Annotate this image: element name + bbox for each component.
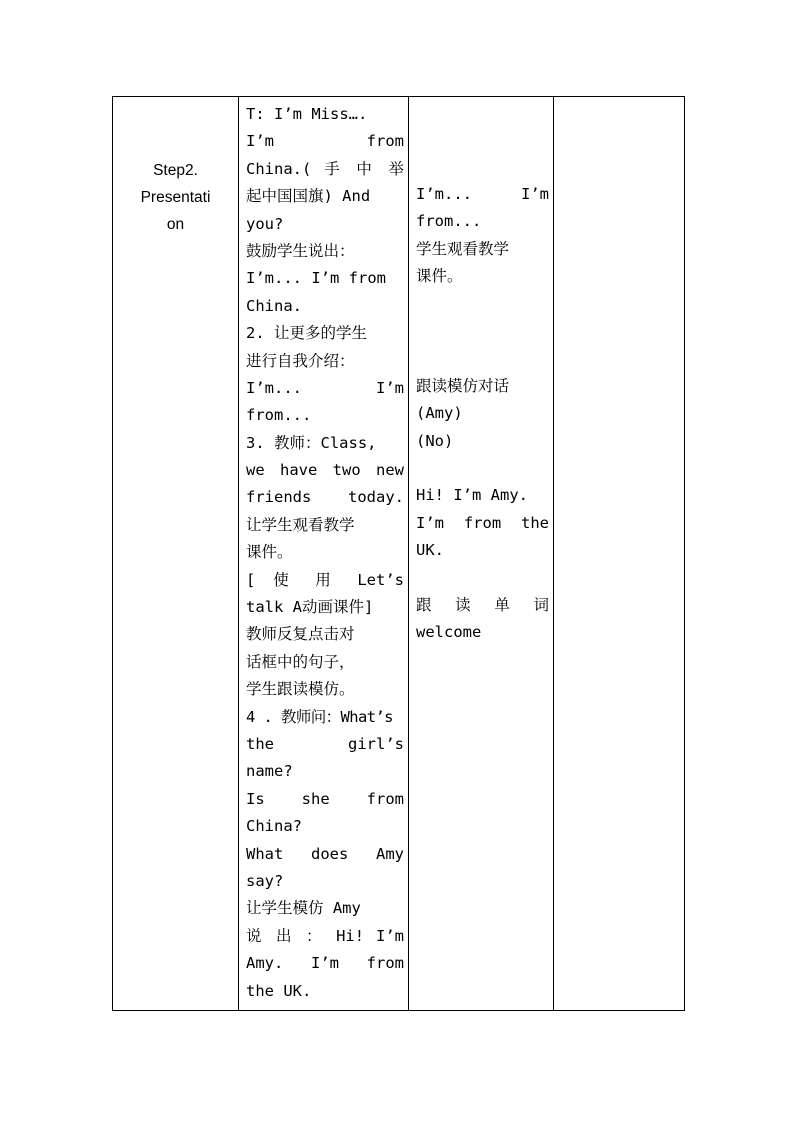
teacher-line: 让学生模仿 Amy [246,899,361,918]
teacher-line: you? [246,214,284,233]
teacher-activity-cell [239,97,408,1010]
teacher-line: 进行自我介绍： [246,351,355,370]
teacher-line: 起中国国旗) And [246,187,371,206]
teacher-line: 鼓励学生说出： [246,241,355,260]
teacher-line: 话框中的句子， [246,652,355,671]
spacer [416,318,549,345]
student-line: UK. [416,541,444,560]
student-line: I’m from the [416,513,549,532]
teacher-line: 课件。 [246,543,293,562]
student-line: from... [416,212,482,231]
step-label: Presentati [140,189,211,206]
teacher-line: China.( 手 中 举 [246,159,404,178]
teacher-line: 学生跟读模仿。 [246,680,355,699]
student-line: I’m... I’m [416,185,549,203]
lesson-table [112,96,685,1011]
student-line: Hi! I’m Amy. [416,486,528,505]
teacher-line: I’m from [246,132,404,151]
teacher-line: say? [246,871,284,890]
teacher-line: 3. 教师：Class, [246,433,377,452]
teacher-line: from... [246,406,312,425]
step-cell [113,97,238,1010]
student-line: 课件。 [416,267,463,286]
spacer [416,564,549,591]
student-line: (Amy) [416,404,463,423]
teacher-line: the girl’s [246,734,404,753]
teacher-line: China. [246,296,302,315]
teacher-line: talk A动画课件] [246,598,374,617]
teacher-line: 说 出 ： Hi! I’m [246,926,404,945]
student-line: 跟 读 单 词 [416,595,549,614]
step-label: Step2. [153,162,198,179]
spacer [416,291,549,318]
spacer [416,455,549,482]
teacher-line: What does Amy [246,844,404,863]
teacher-line: China? [246,817,302,836]
teacher-line: Is she from [246,789,404,808]
teacher-line: T: I’m Miss…. [246,105,368,123]
teacher-line: Amy. I’m from [246,954,404,973]
student-line: (No) [416,431,454,450]
student-line: welcome [416,623,482,642]
teacher-line: 2. 让更多的学生 [246,324,367,343]
student-line: 跟读模仿对话 [416,376,510,395]
student-activity-cell [409,97,553,1010]
teacher-line: 让学生观看教学 [246,515,355,534]
teacher-line: we have two new [246,461,404,480]
teacher-line: [ 使 用 Let’s [246,570,404,589]
teacher-line: the UK. [246,981,312,1000]
teacher-line: 4 . 教师问：What’s [246,707,393,726]
notes-cell [554,97,685,1010]
teacher-line: I’m... I’m [246,378,404,397]
teacher-line: friends today. [246,488,404,507]
student-line: 学生观看教学 [416,239,510,258]
spacer [416,345,549,372]
teacher-line: name? [246,762,293,781]
step-label: on [166,216,185,233]
teacher-line: 教师反复点击对 [246,625,355,644]
teacher-line: I’m... I’m from [246,269,386,288]
